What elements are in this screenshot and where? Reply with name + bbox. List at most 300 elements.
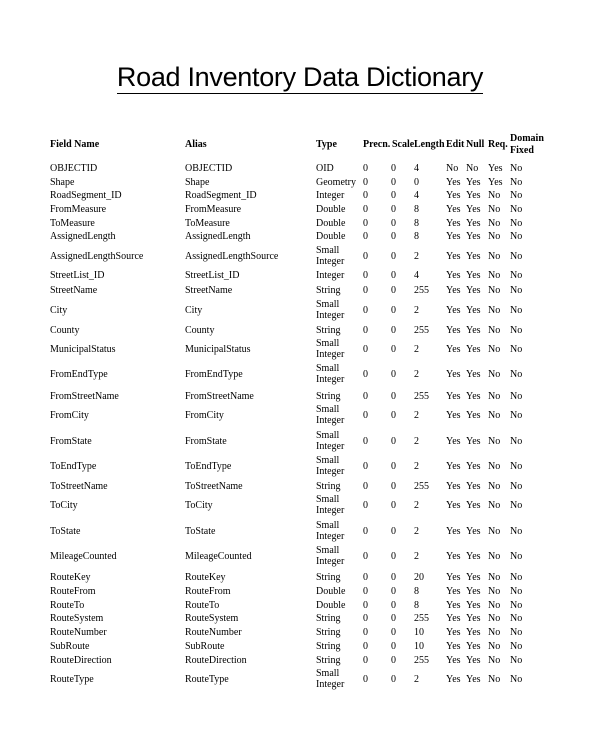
cell-alias: RouteFrom [185, 586, 231, 597]
cell-domain-fixed: No [510, 410, 523, 421]
cell-field-name: FromStreetName [50, 391, 119, 402]
cell-type [316, 231, 345, 242]
cell-alias: FromMeasure [185, 204, 242, 215]
cell-field-name: ToStreetName [50, 481, 108, 492]
cell-req: No [488, 325, 501, 336]
cell-alias: RouteNumber [185, 627, 242, 638]
cell-domain-fixed: No [510, 600, 523, 611]
cell-field-name: Shape [50, 177, 75, 188]
cell-req: No [488, 600, 501, 611]
cell-edit: Yes [446, 218, 461, 229]
cell-length: 2 [414, 436, 419, 447]
cell-field-name: RouteType [50, 674, 94, 685]
cell-alias: RouteKey [185, 572, 226, 583]
cell-alias: County [185, 325, 215, 336]
cell-type [316, 299, 344, 321]
cell-type [316, 177, 356, 188]
cell-edit: No [446, 163, 459, 174]
cell-alias: City [185, 305, 203, 316]
cell-precn: 0 [363, 655, 368, 666]
cell-length: 8 [414, 204, 419, 215]
cell-null: Yes [466, 325, 481, 336]
cell-edit: Yes [446, 481, 461, 492]
cell-length: 0 [414, 177, 419, 188]
cell-req: No [488, 461, 501, 472]
cell-edit: Yes [446, 461, 461, 472]
cell-req: No [488, 218, 501, 229]
header-alias: Alias [185, 139, 207, 150]
cell-edit: Yes [446, 369, 461, 380]
cell-req: No [488, 551, 501, 562]
cell-domain-fixed: No [510, 177, 523, 188]
cell-type-line: Integer [316, 556, 345, 567]
cell-alias: FromCity [185, 410, 224, 421]
cell-domain-fixed: No [510, 285, 523, 296]
header-precn: Precn. [363, 139, 391, 150]
cell-domain-fixed: No [510, 500, 523, 511]
cell-type [316, 270, 344, 281]
cell-null: Yes [466, 231, 481, 242]
page-title-text: Road Inventory Data Dictionary [116, 62, 484, 92]
cell-type [316, 190, 344, 201]
cell-alias: ToState [185, 526, 216, 537]
cell-req: No [488, 369, 501, 380]
cell-type-line: String [316, 655, 341, 666]
cell-precn: 0 [363, 218, 368, 229]
cell-scale: 0 [391, 674, 396, 685]
cell-req: No [488, 190, 501, 201]
cell-alias: ToEndType [185, 461, 232, 472]
cell-field-name: FromState [50, 436, 92, 447]
cell-precn: 0 [363, 526, 368, 537]
cell-type-line: Integer [316, 466, 345, 477]
cell-precn: 0 [363, 674, 368, 685]
cell-length: 2 [414, 526, 419, 537]
cell-scale: 0 [391, 369, 396, 380]
cell-length: 255 [414, 481, 429, 492]
cell-edit: Yes [446, 285, 461, 296]
cell-type-line: Small [316, 545, 340, 556]
cell-scale: 0 [391, 305, 396, 316]
cell-scale: 0 [391, 600, 396, 611]
cell-type-line: Integer [316, 190, 345, 201]
cell-scale: 0 [391, 177, 396, 188]
cell-type-line: Geometry [316, 177, 356, 188]
cell-req: No [488, 204, 501, 215]
cell-alias: ToCity [185, 500, 213, 511]
cell-type-line: Small [316, 245, 340, 256]
cell-null: Yes [466, 586, 481, 597]
cell-precn: 0 [363, 600, 368, 611]
cell-req: No [488, 674, 501, 685]
cell-length: 2 [414, 251, 419, 262]
cell-alias: MileageCounted [185, 551, 252, 562]
cell-type [316, 520, 344, 542]
cell-domain-fixed: No [510, 163, 523, 174]
cell-type-line: Small [316, 338, 340, 349]
cell-null: Yes [466, 285, 481, 296]
cell-length: 10 [414, 627, 424, 638]
cell-req: No [488, 481, 501, 492]
cell-length: 2 [414, 369, 419, 380]
cell-alias: AssignedLength [185, 231, 251, 242]
cell-alias: FromStreetName [185, 391, 254, 402]
cell-edit: Yes [446, 251, 461, 262]
cell-field-name: RouteTo [50, 600, 85, 611]
cell-type-line: Integer [316, 310, 345, 321]
cell-type-line: Integer [316, 679, 345, 690]
cell-edit: Yes [446, 600, 461, 611]
cell-req: No [488, 251, 501, 262]
cell-type [316, 572, 340, 583]
cell-type [316, 285, 340, 296]
cell-precn: 0 [363, 461, 368, 472]
cell-null: Yes [466, 251, 481, 262]
cell-type [316, 430, 344, 452]
header-field-name: Field Name [50, 139, 100, 150]
cell-req: No [488, 285, 501, 296]
cell-type-line: Small [316, 363, 340, 374]
cell-length: 255 [414, 613, 429, 624]
cell-null: Yes [466, 572, 481, 583]
cell-domain-fixed: No [510, 526, 523, 537]
cell-precn: 0 [363, 481, 368, 492]
cell-alias: OBJECTID [185, 163, 233, 174]
cell-domain-fixed: No [510, 251, 523, 262]
cell-field-name: RouteDirection [50, 655, 112, 666]
cell-domain-fixed: No [510, 627, 523, 638]
cell-length: 4 [414, 163, 419, 174]
cell-precn: 0 [363, 586, 368, 597]
cell-null: Yes [466, 551, 481, 562]
cell-type-line: Double [316, 586, 346, 597]
cell-scale: 0 [391, 391, 396, 402]
cell-null: Yes [466, 369, 481, 380]
cell-scale: 0 [391, 500, 396, 511]
cell-length: 10 [414, 641, 424, 652]
cell-req: No [488, 391, 501, 402]
cell-precn: 0 [363, 204, 368, 215]
cell-field-name: FromCity [50, 410, 89, 421]
cell-req: No [488, 270, 501, 281]
cell-domain-fixed: No [510, 461, 523, 472]
cell-length: 2 [414, 461, 419, 472]
cell-domain-fixed: No [510, 270, 523, 281]
cell-null: Yes [466, 600, 481, 611]
cell-length: 255 [414, 391, 429, 402]
cell-scale: 0 [391, 285, 396, 296]
cell-type [316, 455, 344, 477]
cell-length: 255 [414, 655, 429, 666]
cell-precn: 0 [363, 613, 368, 624]
cell-field-name: RouteNumber [50, 627, 107, 638]
cell-length: 8 [414, 218, 419, 229]
cell-alias: SubRoute [185, 641, 225, 652]
cell-field-name: RouteKey [50, 572, 91, 583]
cell-domain-fixed: No [510, 218, 523, 229]
cell-precn: 0 [363, 305, 368, 316]
cell-null: Yes [466, 613, 481, 624]
cell-type-line: Integer [316, 349, 345, 360]
cell-scale: 0 [391, 613, 396, 624]
cell-type [316, 363, 344, 385]
cell-null: Yes [466, 410, 481, 421]
cell-field-name: ToMeasure [50, 218, 95, 229]
cell-type [316, 600, 345, 611]
cell-alias: RouteSystem [185, 613, 239, 624]
cell-length: 4 [414, 190, 419, 201]
cell-type [316, 627, 340, 638]
cell-type-line: Double [316, 231, 346, 242]
cell-precn: 0 [363, 572, 368, 583]
cell-scale: 0 [391, 231, 396, 242]
cell-edit: Yes [446, 410, 461, 421]
cell-alias: AssignedLengthSource [185, 251, 279, 262]
cell-req: Yes [488, 163, 503, 174]
cell-length: 8 [414, 231, 419, 242]
cell-field-name: ToCity [50, 500, 78, 511]
cell-domain-fixed: No [510, 674, 523, 685]
cell-field-name: ToEndType [50, 461, 97, 472]
header-domain-line2: Fixed [510, 145, 534, 156]
cell-scale: 0 [391, 436, 396, 447]
cell-domain-fixed: No [510, 305, 523, 316]
cell-precn: 0 [363, 551, 368, 562]
cell-null: Yes [466, 344, 481, 355]
cell-field-name: FromMeasure [50, 204, 107, 215]
cell-precn: 0 [363, 641, 368, 652]
cell-field-name: City [50, 305, 68, 316]
cell-scale: 0 [391, 655, 396, 666]
cell-null: Yes [466, 190, 481, 201]
cell-scale: 0 [391, 218, 396, 229]
cell-precn: 0 [363, 190, 368, 201]
cell-type [316, 613, 340, 624]
cell-edit: Yes [446, 231, 461, 242]
cell-type-line: String [316, 481, 341, 492]
cell-type-line: String [316, 627, 341, 638]
cell-edit: Yes [446, 190, 461, 201]
cell-alias: FromEndType [185, 369, 243, 380]
cell-domain-fixed: No [510, 325, 523, 336]
cell-precn: 0 [363, 270, 368, 281]
cell-req: No [488, 305, 501, 316]
cell-alias: RouteTo [185, 600, 220, 611]
cell-field-name: AssignedLengthSource [50, 251, 144, 262]
cell-scale: 0 [391, 572, 396, 583]
cell-edit: Yes [446, 436, 461, 447]
cell-null: Yes [466, 391, 481, 402]
cell-length: 2 [414, 551, 419, 562]
cell-type [316, 338, 344, 360]
cell-field-name: RouteSystem [50, 613, 104, 624]
cell-edit: Yes [446, 305, 461, 316]
cell-type-line: Integer [316, 256, 345, 267]
cell-scale: 0 [391, 526, 396, 537]
cell-alias: Shape [185, 177, 210, 188]
cell-type [316, 404, 344, 426]
cell-domain-fixed: No [510, 204, 523, 215]
cell-edit: Yes [446, 391, 461, 402]
cell-edit: Yes [446, 641, 461, 652]
cell-req: No [488, 500, 501, 511]
header-edit: Edit [446, 139, 465, 150]
cell-req: No [488, 526, 501, 537]
cell-scale: 0 [391, 461, 396, 472]
cell-type [316, 204, 345, 215]
page-title [0, 62, 600, 93]
cell-domain-fixed: No [510, 572, 523, 583]
cell-null: Yes [466, 436, 481, 447]
cell-type-line: Integer [316, 374, 345, 385]
cell-type [316, 545, 344, 567]
cell-type-line: Integer [316, 415, 345, 426]
cell-type [316, 655, 340, 666]
cell-length: 2 [414, 500, 419, 511]
cell-req: No [488, 410, 501, 421]
header-length: Length [414, 139, 445, 150]
cell-null: Yes [466, 177, 481, 188]
cell-type [316, 325, 340, 336]
cell-precn: 0 [363, 285, 368, 296]
cell-alias: RouteDirection [185, 655, 247, 666]
cell-type [316, 641, 340, 652]
cell-field-name: OBJECTID [50, 163, 98, 174]
cell-edit: Yes [446, 655, 461, 666]
cell-field-name: AssignedLength [50, 231, 116, 242]
cell-scale: 0 [391, 551, 396, 562]
cell-domain-fixed: No [510, 190, 523, 201]
cell-field-name: County [50, 325, 80, 336]
cell-alias: RoadSegment_ID [185, 190, 257, 201]
cell-domain-fixed: No [510, 344, 523, 355]
cell-type-line: String [316, 641, 341, 652]
cell-scale: 0 [391, 586, 396, 597]
cell-scale: 0 [391, 344, 396, 355]
cell-type-line: Small [316, 404, 340, 415]
cell-length: 4 [414, 270, 419, 281]
cell-scale: 0 [391, 163, 396, 174]
cell-type-line: Small [316, 668, 340, 679]
cell-type [316, 245, 344, 267]
cell-precn: 0 [363, 325, 368, 336]
cell-precn: 0 [363, 436, 368, 447]
cell-domain-fixed: No [510, 231, 523, 242]
cell-field-name: SubRoute [50, 641, 90, 652]
cell-null: Yes [466, 655, 481, 666]
cell-length: 2 [414, 674, 419, 685]
cell-null: No [466, 163, 479, 174]
cell-req: No [488, 641, 501, 652]
cell-domain-fixed: No [510, 369, 523, 380]
cell-null: Yes [466, 500, 481, 511]
cell-null: Yes [466, 218, 481, 229]
cell-type [316, 391, 340, 402]
cell-edit: Yes [446, 613, 461, 624]
cell-edit: Yes [446, 586, 461, 597]
cell-field-name: MunicipalStatus [50, 344, 116, 355]
cell-scale: 0 [391, 251, 396, 262]
cell-type-line: Double [316, 600, 346, 611]
cell-type-line: OID [316, 163, 334, 174]
cell-length: 2 [414, 344, 419, 355]
cell-type-line: String [316, 572, 341, 583]
cell-precn: 0 [363, 369, 368, 380]
cell-type-line: Integer [316, 270, 345, 281]
cell-alias: FromState [185, 436, 227, 447]
cell-scale: 0 [391, 627, 396, 638]
cell-null: Yes [466, 305, 481, 316]
cell-type [316, 481, 340, 492]
cell-type [316, 163, 334, 174]
cell-precn: 0 [363, 410, 368, 421]
cell-field-name: StreetName [50, 285, 98, 296]
cell-precn: 0 [363, 163, 368, 174]
cell-type-line: String [316, 285, 341, 296]
cell-type-line: String [316, 325, 341, 336]
cell-scale: 0 [391, 190, 396, 201]
cell-null: Yes [466, 641, 481, 652]
cell-domain-fixed: No [510, 586, 523, 597]
cell-null: Yes [466, 627, 481, 638]
header-null: Null [466, 139, 485, 150]
cell-type-line: Integer [316, 531, 345, 542]
cell-length: 8 [414, 600, 419, 611]
cell-type-line: Small [316, 430, 340, 441]
cell-type [316, 668, 344, 690]
cell-type [316, 494, 344, 516]
cell-scale: 0 [391, 270, 396, 281]
cell-alias: MunicipalStatus [185, 344, 251, 355]
cell-req: Yes [488, 177, 503, 188]
cell-domain-fixed: No [510, 655, 523, 666]
cell-edit: Yes [446, 344, 461, 355]
cell-edit: Yes [446, 551, 461, 562]
cell-field-name: ToState [50, 526, 81, 537]
cell-precn: 0 [363, 500, 368, 511]
cell-edit: Yes [446, 627, 461, 638]
cell-type-line: Integer [316, 505, 345, 516]
cell-alias: StreetList_ID [185, 270, 240, 281]
cell-type-line: Double [316, 204, 346, 215]
cell-type-line: Double [316, 218, 346, 229]
cell-null: Yes [466, 270, 481, 281]
cell-length: 2 [414, 305, 419, 316]
header-req: Req. [488, 139, 508, 150]
cell-precn: 0 [363, 231, 368, 242]
cell-field-name: RouteFrom [50, 586, 96, 597]
cell-req: No [488, 627, 501, 638]
cell-edit: Yes [446, 204, 461, 215]
cell-null: Yes [466, 674, 481, 685]
cell-domain-fixed: No [510, 551, 523, 562]
cell-req: No [488, 586, 501, 597]
cell-edit: Yes [446, 526, 461, 537]
cell-req: No [488, 613, 501, 624]
cell-length: 255 [414, 285, 429, 296]
cell-precn: 0 [363, 177, 368, 188]
cell-type [316, 218, 345, 229]
cell-req: No [488, 231, 501, 242]
cell-alias: ToMeasure [185, 218, 230, 229]
cell-scale: 0 [391, 641, 396, 652]
cell-length: 2 [414, 410, 419, 421]
cell-scale: 0 [391, 325, 396, 336]
cell-type-line: String [316, 391, 341, 402]
header-domain-line1: Domain [510, 133, 544, 144]
cell-edit: Yes [446, 325, 461, 336]
cell-scale: 0 [391, 481, 396, 492]
